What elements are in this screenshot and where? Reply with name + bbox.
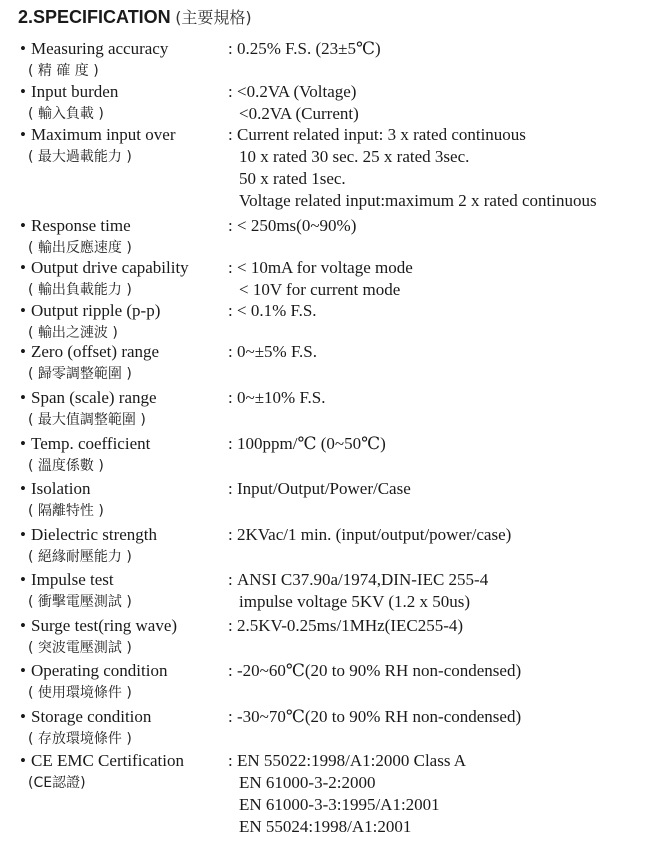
spec-value-text: EN 61000-3-2:2000: [239, 773, 376, 792]
spec-label-chinese: ( 突波電壓測試 ): [28, 640, 132, 656]
spec-value-line: [228, 433, 646, 455]
spec-value-text: 50 x rated 1sec.: [239, 169, 346, 188]
spec-values: [228, 387, 646, 409]
spec-label-chinese: ( 衝擊電壓測試 ): [28, 594, 132, 610]
spec-label: [20, 750, 230, 772]
spec-value-line: [228, 341, 646, 363]
spec-value-line: [228, 257, 646, 279]
spec-value-text: 2KVac/1 min. (input/output/power/case): [237, 525, 512, 544]
spec-label-chinese: ( 輸出反應速度 ): [28, 240, 132, 256]
spec-label-chinese: ( 輸出之漣波 ): [28, 325, 118, 341]
spec-value-text: -30~70℃(20 to 90% RH non-condensed): [237, 707, 522, 726]
bullet-icon: •: [20, 82, 26, 101]
spec-label: [20, 215, 230, 237]
spec-value-text: < 10V for current mode: [239, 280, 401, 299]
spec-values: [228, 124, 646, 212]
spec-label: [20, 300, 230, 322]
spec-label-chinese: ( 存放環境條件 ): [28, 731, 132, 747]
spec-label: [20, 706, 230, 728]
spec-label-text: Input burden: [31, 82, 119, 101]
spec-label: [20, 387, 230, 409]
spec-value-line: [228, 103, 646, 125]
spec-values: [228, 433, 646, 455]
spec-value-text: impulse voltage 5KV (1.2 x 50us): [239, 592, 471, 611]
spec-label-text: Maximum input over: [31, 125, 176, 144]
colon-separator: :: [228, 216, 233, 235]
bullet-icon: •: [20, 301, 26, 320]
bullet-icon: •: [20, 570, 26, 589]
colon-separator: :: [228, 388, 233, 407]
spec-value-text: < 10mA for voltage mode: [237, 258, 413, 277]
spec-label-chinese: ( 絕緣耐壓能力 ): [28, 549, 132, 565]
spec-label-chinese: ( 最大值調整範圍 ): [28, 412, 146, 428]
spec-label-chinese: (CE認證): [28, 775, 86, 791]
spec-label-chinese: ( 精 確 度 ): [28, 63, 99, 79]
spec-value-line: [228, 190, 646, 212]
spec-value-text: 0~±10% F.S.: [237, 388, 326, 407]
spec-value-line: [228, 750, 646, 772]
spec-values: [228, 257, 646, 301]
spec-values: [228, 524, 646, 546]
spec-label-chinese: ( 輸入負載 ): [28, 106, 104, 122]
spec-value-text: < 0.1% F.S.: [237, 301, 317, 320]
bullet-icon: •: [20, 751, 26, 770]
spec-label-chinese: ( 最大過載能力 ): [28, 149, 132, 165]
spec-values: [228, 341, 646, 363]
colon-separator: :: [228, 434, 233, 453]
spec-value-line: [228, 300, 646, 322]
bullet-icon: •: [20, 616, 26, 635]
spec-label: [20, 38, 230, 60]
colon-separator: :: [228, 258, 233, 277]
section-title-chinese: (主要規格): [175, 8, 252, 27]
spec-label: [20, 569, 230, 591]
colon-separator: :: [228, 479, 233, 498]
spec-value-line: [228, 215, 646, 237]
spec-values: [228, 660, 646, 682]
spec-label-text: Impulse test: [31, 570, 114, 589]
colon-separator: :: [228, 570, 233, 589]
colon-separator: :: [228, 616, 233, 635]
spec-value-text: EN 55024:1998/A1:2001: [239, 817, 412, 836]
spec-value-line: [228, 279, 646, 301]
spec-value-text: 100ppm/℃ (0~50℃): [237, 434, 386, 453]
spec-label-chinese: ( 溫度係數 ): [28, 458, 104, 474]
spec-label-text: Output drive capability: [31, 258, 189, 277]
spec-value-text: EN 61000-3-3:1995/A1:2001: [239, 795, 440, 814]
colon-separator: :: [228, 751, 233, 770]
spec-values: [228, 81, 646, 125]
spec-label-text: Span (scale) range: [31, 388, 157, 407]
bullet-icon: •: [20, 479, 26, 498]
spec-value-text: < 250ms(0~90%): [237, 216, 357, 235]
spec-value-text: 0.25% F.S. (23±5℃): [237, 39, 381, 58]
spec-label-chinese: ( 輸出負載能力 ): [28, 282, 132, 298]
spec-label-chinese: ( 隔離特性 ): [28, 503, 104, 519]
spec-value-text: <0.2VA (Voltage): [237, 82, 357, 101]
spec-value-text: Input/Output/Power/Case: [237, 479, 411, 498]
spec-values: [228, 215, 646, 237]
spec-values: [228, 300, 646, 322]
spec-label: [20, 660, 230, 682]
spec-label-text: Zero (offset) range: [31, 342, 160, 361]
bullet-icon: •: [20, 434, 26, 453]
spec-label: [20, 524, 230, 546]
spec-value-line: [228, 615, 646, 637]
spec-label-text: Dielectric strength: [31, 525, 158, 544]
bullet-icon: •: [20, 39, 26, 58]
section-title: 2.SPECIFICATION: [18, 7, 171, 27]
spec-value-line: [228, 81, 646, 103]
spec-value-line: [228, 524, 646, 546]
spec-value-text: -20~60℃(20 to 90% RH non-condensed): [237, 661, 522, 680]
colon-separator: :: [228, 342, 233, 361]
spec-value-text: 2.5KV-0.25ms/1MHz(IEC255-4): [237, 616, 464, 635]
colon-separator: :: [228, 39, 233, 58]
spec-value-line: [228, 569, 646, 591]
spec-label: [20, 81, 230, 103]
colon-separator: :: [228, 125, 233, 144]
spec-value-line: [228, 816, 646, 838]
spec-label: [20, 257, 230, 279]
bullet-icon: •: [20, 707, 26, 726]
spec-values: [228, 750, 646, 838]
spec-value-line: [228, 146, 646, 168]
spec-value-line: [228, 478, 646, 500]
spec-value-line: [228, 591, 646, 613]
spec-value-line: [228, 794, 646, 816]
spec-label: [20, 478, 230, 500]
spec-label-text: Output ripple (p-p): [31, 301, 161, 320]
spec-label-chinese: ( 使用環境條件 ): [28, 685, 132, 701]
spec-label-chinese: ( 歸零調整範圍 ): [28, 366, 132, 382]
spec-values: [228, 478, 646, 500]
spec-label-text: Operating condition: [31, 661, 168, 680]
spec-value-line: [228, 706, 646, 728]
spec-label-text: Temp. coefficient: [31, 434, 151, 453]
spec-values: [228, 615, 646, 637]
spec-value-text: ANSI C37.90a/1974,DIN-IEC 255-4: [237, 570, 489, 589]
spec-values: [228, 706, 646, 728]
spec-value-line: [228, 772, 646, 794]
spec-value-line: [228, 38, 646, 60]
bullet-icon: •: [20, 216, 26, 235]
spec-value-text: <0.2VA (Current): [239, 104, 359, 123]
spec-label-text: Measuring accuracy: [31, 39, 169, 58]
spec-label: [20, 124, 230, 146]
spec-value-text: 10 x rated 30 sec. 25 x rated 3sec.: [239, 147, 470, 166]
spec-value-text: EN 55022:1998/A1:2000 Class A: [237, 751, 467, 770]
bullet-icon: •: [20, 258, 26, 277]
spec-values: [228, 569, 646, 613]
spec-value-line: [228, 387, 646, 409]
colon-separator: :: [228, 301, 233, 320]
spec-label: [20, 433, 230, 455]
bullet-icon: •: [20, 342, 26, 361]
spec-value-text: Current related input: 3 x rated continuous: [237, 125, 526, 144]
spec-values: [228, 38, 646, 60]
colon-separator: :: [228, 707, 233, 726]
colon-separator: :: [228, 661, 233, 680]
spec-label-text: CE EMC Certification: [31, 751, 184, 770]
spec-label: [20, 615, 230, 637]
spec-value-text: Voltage related input:maximum 2 x rated continuous: [239, 191, 597, 210]
spec-label-text: Surge test(ring wave): [31, 616, 178, 635]
spec-label: [20, 341, 230, 363]
bullet-icon: •: [20, 525, 26, 544]
bullet-icon: •: [20, 388, 26, 407]
spec-label-text: Response time: [31, 216, 131, 235]
spec-label-text: Isolation: [31, 479, 91, 498]
spec-value-line: [228, 124, 646, 146]
bullet-icon: •: [20, 661, 26, 680]
spec-label-text: Storage condition: [31, 707, 152, 726]
colon-separator: :: [228, 82, 233, 101]
bullet-icon: •: [20, 125, 26, 144]
spec-value-text: 0~±5% F.S.: [237, 342, 317, 361]
spec-value-line: [228, 660, 646, 682]
spec-value-line: [228, 168, 646, 190]
colon-separator: :: [228, 525, 233, 544]
